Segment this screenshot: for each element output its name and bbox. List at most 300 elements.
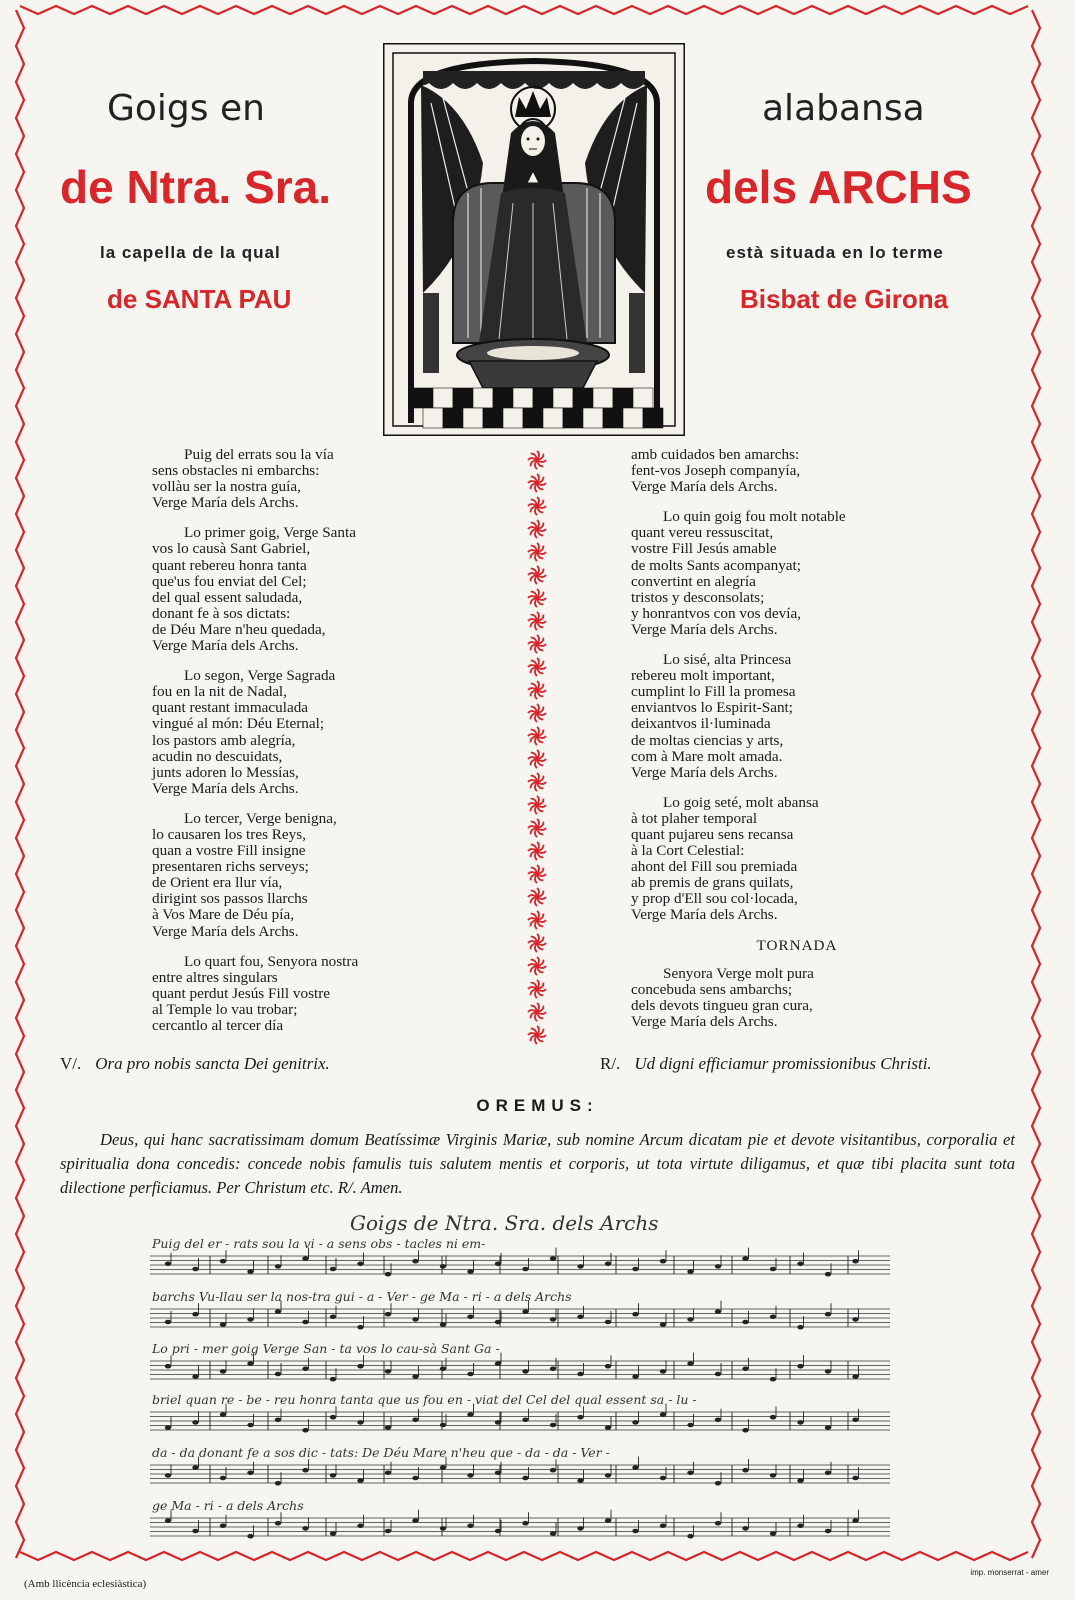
note bbox=[522, 1309, 528, 1314]
note bbox=[357, 1364, 363, 1369]
verse-line: presentaren richs serveys; bbox=[152, 858, 309, 876]
note bbox=[687, 1534, 693, 1539]
note bbox=[220, 1476, 226, 1481]
flower-ornament bbox=[528, 911, 546, 929]
note bbox=[192, 1529, 198, 1534]
note bbox=[797, 1262, 803, 1267]
note bbox=[247, 1471, 253, 1476]
note bbox=[605, 1425, 611, 1430]
note bbox=[467, 1524, 473, 1529]
note bbox=[467, 1412, 473, 1417]
floor-tile bbox=[543, 408, 563, 428]
tornada-stanza bbox=[631, 938, 931, 1030]
title-left-line1: Goigs en bbox=[107, 88, 265, 129]
note bbox=[467, 1372, 473, 1377]
note bbox=[852, 1418, 858, 1423]
stanza bbox=[152, 447, 492, 511]
verse-line: quant rebereu honra tanta bbox=[152, 556, 307, 574]
verse-line: y honrantvos con vos devía, bbox=[631, 604, 801, 622]
note bbox=[577, 1526, 583, 1531]
floral-divider bbox=[520, 450, 554, 1050]
verse-line: vos lo causà Sant Gabriel, bbox=[152, 540, 311, 558]
floor-tile bbox=[423, 408, 443, 428]
verse-line: donant fe à sos dictats: bbox=[152, 604, 291, 622]
ribbon-segment bbox=[20, 6, 1028, 14]
note bbox=[577, 1372, 583, 1377]
note bbox=[797, 1524, 803, 1529]
note bbox=[302, 1256, 308, 1261]
verse-line: de molts Sants acompanyat; bbox=[631, 556, 801, 574]
note bbox=[852, 1317, 858, 1322]
note bbox=[770, 1531, 776, 1536]
note bbox=[440, 1322, 446, 1327]
stanza bbox=[631, 795, 931, 924]
note bbox=[440, 1367, 446, 1372]
note bbox=[495, 1361, 501, 1366]
note bbox=[385, 1272, 391, 1277]
note bbox=[605, 1262, 611, 1267]
flower-ornament bbox=[528, 934, 546, 952]
note bbox=[660, 1524, 666, 1529]
note bbox=[302, 1320, 308, 1325]
flower-ornament bbox=[528, 589, 546, 607]
verse-line: enviantvos lo Espirit-Sant; bbox=[631, 699, 793, 717]
note bbox=[522, 1521, 528, 1526]
verse-line: vingué al món: Déu Eternal; bbox=[152, 715, 325, 733]
note bbox=[632, 1529, 638, 1534]
note bbox=[247, 1269, 253, 1274]
verse-line: dirigint sos passos llarchs bbox=[152, 890, 308, 908]
note bbox=[302, 1428, 308, 1433]
note bbox=[825, 1369, 831, 1374]
note bbox=[330, 1315, 336, 1320]
note bbox=[687, 1269, 693, 1274]
note bbox=[330, 1415, 336, 1420]
verse-line: Verge María dels Archs. bbox=[631, 906, 778, 924]
note bbox=[687, 1471, 693, 1476]
subtitle-left: la capella de la qual bbox=[100, 243, 281, 262]
note bbox=[412, 1259, 418, 1264]
note bbox=[605, 1518, 611, 1523]
note bbox=[825, 1471, 831, 1476]
note bbox=[412, 1476, 418, 1481]
note bbox=[302, 1367, 308, 1372]
note bbox=[742, 1320, 748, 1325]
verse-line: quant pujareu sens recansa bbox=[631, 825, 794, 843]
note bbox=[660, 1412, 666, 1417]
note bbox=[220, 1322, 226, 1327]
note bbox=[742, 1526, 748, 1531]
note bbox=[605, 1364, 611, 1369]
note bbox=[440, 1423, 446, 1428]
note bbox=[220, 1259, 226, 1264]
verse-line: cercantlo al tercer día bbox=[152, 1017, 284, 1034]
verse-line: quant perdut Jesús Fill vostre bbox=[152, 984, 331, 1002]
verse-line: Lo quin goig fou molt notable bbox=[663, 508, 846, 526]
note bbox=[495, 1420, 501, 1425]
note bbox=[660, 1476, 666, 1481]
note bbox=[715, 1372, 721, 1377]
note bbox=[220, 1524, 226, 1529]
flower-ornament bbox=[528, 612, 546, 630]
note bbox=[330, 1377, 336, 1382]
score-lyric-line: ge Ma - ri - a dels Archs bbox=[152, 1498, 304, 1513]
note bbox=[385, 1425, 391, 1430]
verse-line: al Temple lo vau trobar; bbox=[152, 1000, 298, 1018]
verse-line: de Orient era llur vía, bbox=[152, 874, 283, 892]
note bbox=[852, 1476, 858, 1481]
floor-tile bbox=[413, 388, 433, 408]
note bbox=[495, 1529, 501, 1534]
floor-tile bbox=[473, 388, 493, 408]
verse-line: Verge María dels Archs. bbox=[152, 637, 299, 655]
verse-line: ab premis de grans quilats, bbox=[631, 874, 794, 892]
verse-line: ahont del Fill sou premiada bbox=[631, 858, 798, 876]
note bbox=[550, 1367, 556, 1372]
flower-ornament bbox=[528, 842, 546, 860]
note bbox=[357, 1478, 363, 1483]
note bbox=[385, 1312, 391, 1317]
stanza bbox=[152, 525, 492, 654]
note bbox=[605, 1320, 611, 1325]
verse-line: Puig del errats sou la vía bbox=[184, 446, 334, 463]
music-score bbox=[150, 1208, 920, 1548]
versicle bbox=[60, 1054, 330, 1074]
note bbox=[165, 1518, 171, 1523]
verse-line: junts adoren lo Messías, bbox=[152, 763, 299, 781]
ribbon-segment bbox=[16, 10, 24, 1558]
note bbox=[495, 1471, 501, 1476]
note bbox=[467, 1269, 473, 1274]
location-right: Bisbat de Girona bbox=[740, 284, 949, 314]
note bbox=[357, 1325, 363, 1330]
flower-ornament bbox=[528, 750, 546, 768]
note bbox=[440, 1465, 446, 1470]
verse-line: entre altres singulars bbox=[152, 968, 278, 986]
note bbox=[192, 1374, 198, 1379]
verses-right-column bbox=[631, 447, 931, 1044]
note bbox=[550, 1531, 556, 1536]
note bbox=[275, 1372, 281, 1377]
verse-line: Senyora Verge molt pura bbox=[663, 964, 814, 982]
verse-line: cumplint lo Fill la promesa bbox=[631, 683, 796, 701]
note bbox=[742, 1367, 748, 1372]
note bbox=[165, 1425, 171, 1430]
verse-line: Verge María dels Archs. bbox=[631, 620, 778, 638]
verses-left-column bbox=[152, 447, 492, 1048]
score-lyric-line: da - da donant fe a sos dic - tats: De Déu Mare n'heu que - da - da - Ver - bbox=[152, 1445, 610, 1460]
note bbox=[632, 1420, 638, 1425]
verse-line: acudin no descuidats, bbox=[152, 747, 283, 765]
note bbox=[797, 1364, 803, 1369]
verse-line: que'us fou enviat del Cel; bbox=[152, 572, 307, 590]
note bbox=[550, 1256, 556, 1261]
note bbox=[165, 1320, 171, 1325]
title-left-line2: de Ntra. Sra. bbox=[60, 161, 331, 213]
note bbox=[550, 1423, 556, 1428]
flower-ornament bbox=[528, 773, 546, 791]
verse-line: vostre Fill Jesús amable bbox=[631, 540, 777, 558]
note bbox=[770, 1415, 776, 1420]
note bbox=[825, 1425, 831, 1430]
score-title: Goigs de Ntra. Sra. dels Archs bbox=[350, 1211, 659, 1235]
note bbox=[632, 1374, 638, 1379]
flower-ornament bbox=[528, 658, 546, 676]
verse-line: à Vos Mare de Déu pía, bbox=[152, 906, 294, 924]
verse-line: de Déu Mare n'heu quedada, bbox=[152, 620, 326, 638]
note bbox=[577, 1315, 583, 1320]
ribbon-segment bbox=[20, 1552, 1028, 1560]
stanza bbox=[631, 509, 931, 638]
verse-line: Verge María dels Archs. bbox=[152, 494, 299, 512]
note bbox=[302, 1526, 308, 1531]
note bbox=[275, 1418, 281, 1423]
floor-tile bbox=[513, 388, 533, 408]
note bbox=[770, 1473, 776, 1478]
verse-line: Verge María dels Archs. bbox=[631, 763, 778, 781]
verse-line: concebuda sens ambarchs; bbox=[631, 980, 793, 998]
verse-line: Lo goig seté, molt abansa bbox=[663, 793, 819, 811]
floor-tile bbox=[623, 408, 643, 428]
license-note: (Amb llicència eclesiàstica) bbox=[24, 1578, 147, 1590]
response-mark: R/. bbox=[600, 1054, 621, 1073]
score-lyric-line: barchs Vu-llau ser la nos-tra gui - a - Ver - ge Ma - ri - a dels Archs bbox=[152, 1289, 572, 1304]
verse-line: com à Mare molt amada. bbox=[631, 747, 783, 765]
virgin-woodcut-image bbox=[383, 43, 685, 436]
stanza bbox=[152, 668, 492, 797]
floor-tile bbox=[573, 388, 593, 408]
note bbox=[275, 1521, 281, 1526]
flower-ornament bbox=[528, 704, 546, 722]
note bbox=[687, 1423, 693, 1428]
note bbox=[495, 1262, 501, 1267]
note bbox=[577, 1478, 583, 1483]
note bbox=[330, 1473, 336, 1478]
note bbox=[412, 1317, 418, 1322]
note bbox=[247, 1317, 253, 1322]
location-left: de SANTA PAU bbox=[107, 284, 292, 314]
note bbox=[742, 1468, 748, 1473]
floor-tile bbox=[583, 408, 603, 428]
verse-line: y prop d'Ell sou col·locada, bbox=[631, 890, 798, 908]
note bbox=[715, 1264, 721, 1269]
flower-ornament bbox=[528, 566, 546, 584]
note bbox=[495, 1320, 501, 1325]
title-right-line2: dels ARCHS bbox=[705, 161, 972, 213]
flower-ornament bbox=[528, 681, 546, 699]
flower-ornament bbox=[528, 451, 546, 469]
note bbox=[797, 1478, 803, 1483]
verse-line: vollàu ser la nostra guía, bbox=[152, 478, 301, 496]
note bbox=[357, 1262, 363, 1267]
flower-ornament bbox=[528, 957, 546, 975]
floor-tile bbox=[553, 388, 573, 408]
verse-line: Lo sisé, alta Princesa bbox=[663, 651, 792, 669]
note bbox=[522, 1267, 528, 1272]
flower-ornament bbox=[528, 497, 546, 515]
note bbox=[605, 1473, 611, 1478]
note bbox=[632, 1312, 638, 1317]
verse-line: tristos y desconsolats; bbox=[631, 588, 765, 606]
oremus-title: OREMUS: bbox=[476, 1096, 599, 1115]
verse-line: amb cuidados ben amarchs: bbox=[631, 446, 800, 463]
note bbox=[330, 1531, 336, 1536]
note bbox=[192, 1465, 198, 1470]
verse-line: dels devots tingueu gran cura, bbox=[631, 996, 813, 1014]
score-lyric-line: Lo pri - mer goig Verge San - ta vos lo cau-sà Sant Ga - bbox=[152, 1341, 500, 1356]
verse-line: deixantvos il·luminada bbox=[631, 715, 771, 733]
note bbox=[467, 1473, 473, 1478]
staff bbox=[150, 1404, 890, 1433]
note bbox=[687, 1361, 693, 1366]
floor-tile bbox=[643, 408, 663, 428]
printer-note: imp. monserrat - amer bbox=[970, 1568, 1049, 1577]
note bbox=[357, 1524, 363, 1529]
verse-line: à la Cort Celestial: bbox=[631, 842, 745, 860]
note bbox=[357, 1420, 363, 1425]
stanza bbox=[152, 811, 492, 940]
note bbox=[632, 1465, 638, 1470]
note bbox=[742, 1428, 748, 1433]
note bbox=[577, 1415, 583, 1420]
note bbox=[275, 1264, 281, 1269]
tornada-title: TORNADA bbox=[756, 936, 838, 954]
note bbox=[852, 1374, 858, 1379]
note bbox=[165, 1262, 171, 1267]
verse-line: del qual essent saludada, bbox=[152, 588, 303, 606]
flower-ornament bbox=[528, 543, 546, 561]
flower-ornament bbox=[528, 888, 546, 906]
score-lyric-line: Puig del er - rats sou la vi - a sens obs - tacles ni em- bbox=[152, 1236, 486, 1251]
note bbox=[825, 1312, 831, 1317]
verse-line: Verge María dels Archs. bbox=[152, 779, 299, 797]
note bbox=[715, 1309, 721, 1314]
stanza bbox=[631, 652, 931, 781]
flower-ornament bbox=[528, 727, 546, 745]
floor-tile bbox=[523, 408, 543, 428]
note bbox=[550, 1317, 556, 1322]
staff bbox=[150, 1353, 890, 1382]
note bbox=[247, 1361, 253, 1366]
flower-ornament bbox=[528, 1026, 546, 1044]
verse-line: fou en la nit de Nadal, bbox=[152, 683, 287, 701]
note bbox=[165, 1473, 171, 1478]
note bbox=[330, 1267, 336, 1272]
stanza bbox=[152, 954, 492, 1034]
response bbox=[600, 1054, 932, 1074]
note bbox=[385, 1471, 391, 1476]
versicle-text: Ora pro nobis sancta Dei genitrix. bbox=[95, 1054, 330, 1073]
note bbox=[192, 1420, 198, 1425]
staff bbox=[150, 1248, 890, 1277]
verse-line: convertint en alegría bbox=[631, 572, 756, 590]
note bbox=[687, 1317, 693, 1322]
flower-ornament bbox=[528, 980, 546, 998]
score-lyric-line: briel quan re - be - reu honra tanta que us fou en - viat del Cel del qual essent sa - lu - bbox=[152, 1392, 697, 1407]
verse-line: quant restant immaculada bbox=[152, 699, 309, 717]
note bbox=[412, 1374, 418, 1379]
floor-tile bbox=[603, 408, 623, 428]
note bbox=[742, 1256, 748, 1261]
response-text: Ud digni efficiamur promissionibus Christi. bbox=[634, 1054, 932, 1073]
verse-line: Verge María dels Archs. bbox=[631, 478, 778, 496]
note bbox=[852, 1518, 858, 1523]
floor-tile bbox=[463, 408, 483, 428]
floor-tile bbox=[483, 408, 503, 428]
floor-tile bbox=[453, 388, 473, 408]
note bbox=[522, 1476, 528, 1481]
note bbox=[220, 1369, 226, 1374]
note bbox=[385, 1369, 391, 1374]
staff bbox=[150, 1457, 890, 1486]
note bbox=[825, 1272, 831, 1277]
note bbox=[440, 1264, 446, 1269]
flower-ornament bbox=[528, 474, 546, 492]
flower-ornament bbox=[528, 819, 546, 837]
note bbox=[467, 1315, 473, 1320]
flower-ornament bbox=[528, 796, 546, 814]
verse-line: quan a vostre Fill insigne bbox=[152, 842, 306, 860]
floor-tile bbox=[503, 408, 523, 428]
note bbox=[797, 1325, 803, 1330]
floor-tile bbox=[533, 388, 553, 408]
note bbox=[770, 1315, 776, 1320]
verse-line: los pastors amb alegría, bbox=[152, 731, 296, 749]
subtitle-right: està situada en lo terme bbox=[726, 243, 944, 262]
verse-line: sens obstacles ni embarchs: bbox=[152, 462, 320, 480]
note bbox=[770, 1267, 776, 1272]
floor-tile bbox=[633, 388, 653, 408]
verse-line: de moltas ciencias y arts, bbox=[631, 731, 784, 749]
note bbox=[440, 1526, 446, 1531]
note bbox=[632, 1267, 638, 1272]
flower-ornament bbox=[528, 865, 546, 883]
note bbox=[797, 1420, 803, 1425]
verse-line: quant vereu ressuscitat, bbox=[631, 524, 774, 542]
note bbox=[412, 1518, 418, 1523]
note bbox=[522, 1369, 528, 1374]
verse-line: rebereu molt important, bbox=[631, 667, 775, 685]
verse-line: Verge María dels Archs. bbox=[631, 1012, 778, 1030]
note bbox=[770, 1377, 776, 1382]
verse-line: Lo quart fou, Senyora nostra bbox=[184, 952, 359, 970]
note bbox=[522, 1418, 528, 1423]
versicle-mark: V/. bbox=[60, 1054, 82, 1073]
floor-tile bbox=[613, 388, 633, 408]
note bbox=[715, 1481, 721, 1486]
verse-line: à tot plaher temporal bbox=[631, 809, 758, 827]
floor-tile bbox=[563, 408, 583, 428]
note bbox=[715, 1521, 721, 1526]
note bbox=[302, 1468, 308, 1473]
note bbox=[192, 1267, 198, 1272]
note bbox=[660, 1259, 666, 1264]
verse-line: Lo segon, Verge Sagrada bbox=[184, 667, 336, 685]
flower-ornament bbox=[528, 635, 546, 653]
note bbox=[852, 1259, 858, 1264]
ribbon-segment bbox=[1032, 10, 1040, 1558]
note bbox=[220, 1412, 226, 1417]
note bbox=[275, 1481, 281, 1486]
verse-line: Lo tercer, Verge benigna, bbox=[184, 809, 337, 827]
note bbox=[715, 1418, 721, 1423]
verse-line: Verge María dels Archs. bbox=[152, 922, 299, 940]
verse-line: lo causaren los tres Reys, bbox=[152, 825, 306, 843]
flower-ornament bbox=[528, 1003, 546, 1021]
note bbox=[247, 1534, 253, 1539]
title-right-line1: alabansa bbox=[762, 88, 925, 129]
note bbox=[550, 1468, 556, 1473]
